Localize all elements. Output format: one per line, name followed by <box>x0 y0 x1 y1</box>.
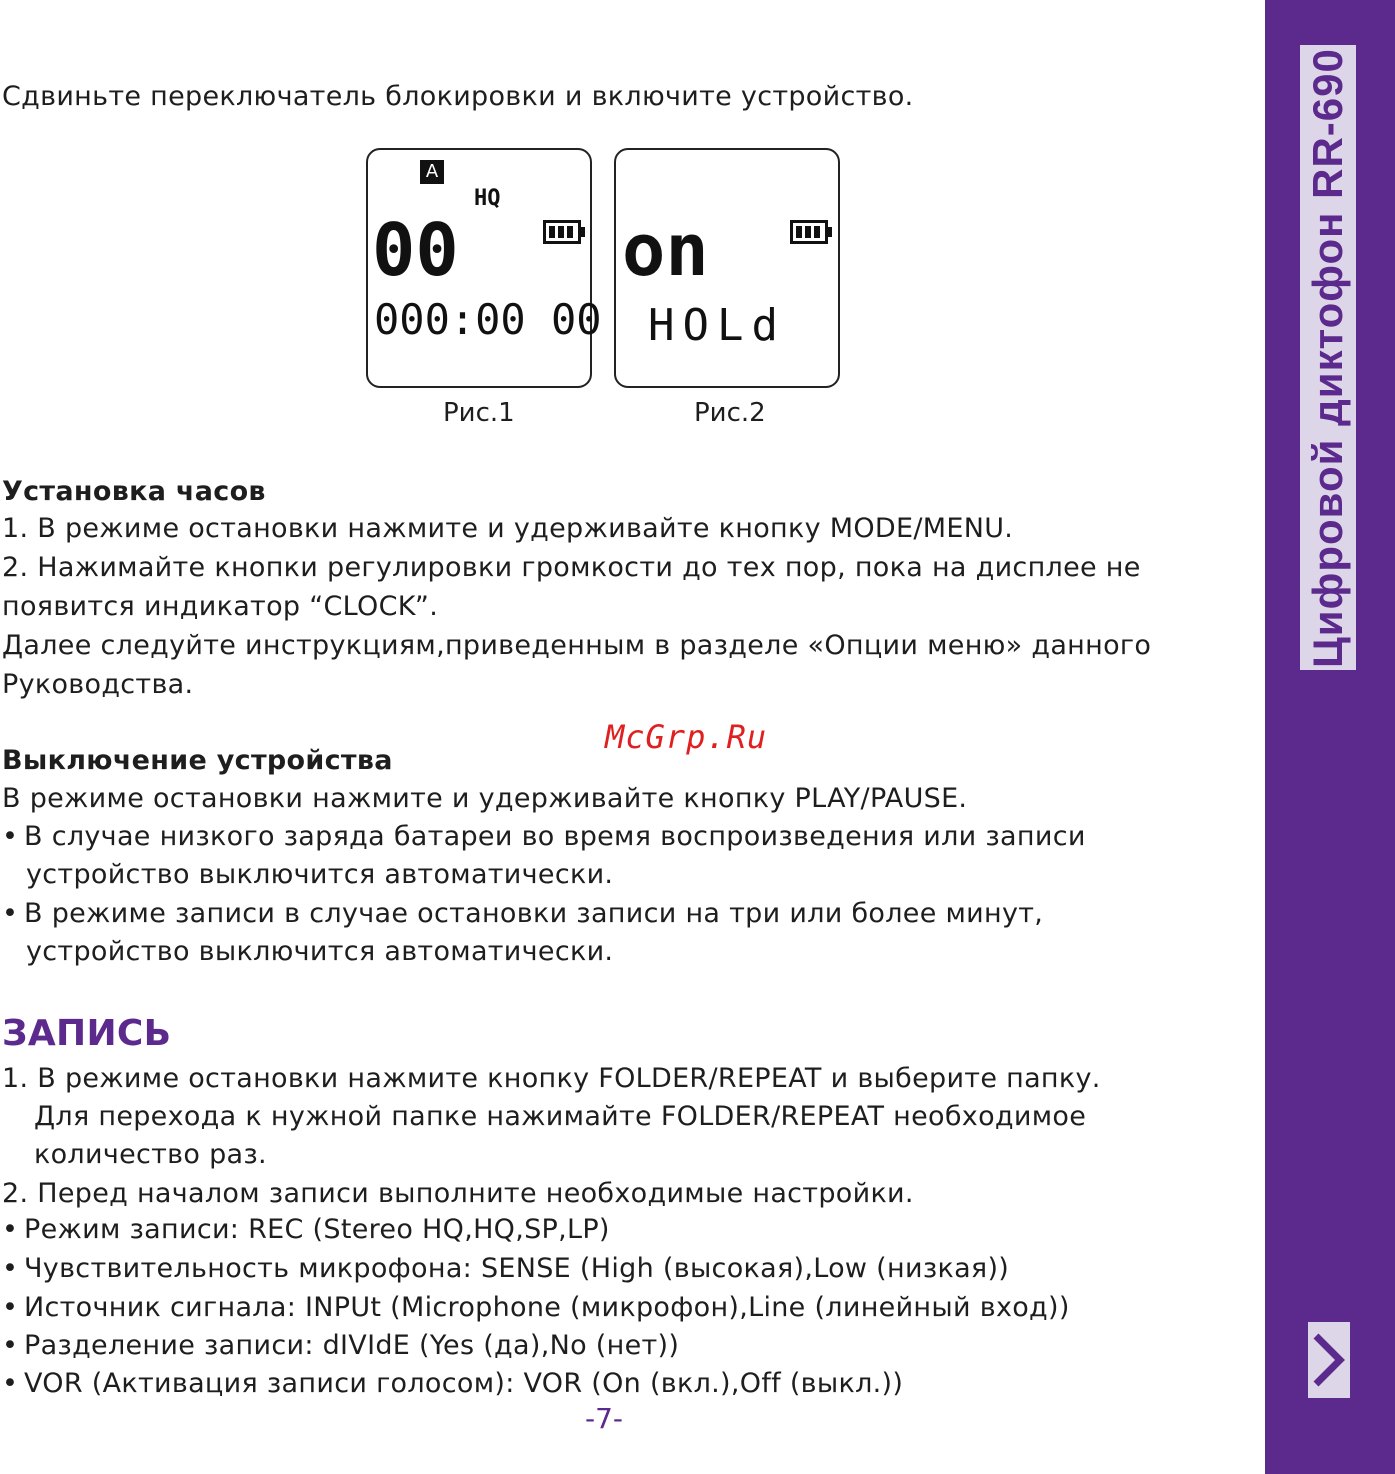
record-step-1-cont: Для перехода к нужной папке нажимайте FOLDER/REPEAT необходимое <box>34 1101 1087 1132</box>
figure-1-caption: Рис.1 <box>443 398 515 428</box>
record-option-divide: • Разделение записи: dIVIdE (Yes (да),No (нет)) <box>24 1329 679 1363</box>
clock-line-4: Далее следуйте инструкциям,приведенным в разделе «Опции меню» данного <box>2 630 1152 661</box>
clock-line-5: Руководства. <box>2 669 194 700</box>
next-page-button[interactable] <box>1308 1322 1350 1398</box>
clock-line-1: 1. В режиме остановки нажмите и удерживайте кнопку MODE/MENU. <box>2 513 1014 544</box>
record-option-vor: • VOR (Активация записи голосом): VOR (On (вкл.),Off (выкл.)) <box>24 1367 903 1401</box>
record-option-input: • Источник сигнала: INPUt (Microphone (микрофон),Line (линейный вход)) <box>24 1291 1070 1325</box>
poweroff-bullet-2: • В режиме записи в случае остановки записи на три или более минут, <box>24 897 1043 931</box>
poweroff-bullet-1-cont: устройство выключится автоматически. <box>26 859 614 890</box>
sidebar-title-text: Цифровой диктофон RR-690 <box>1304 48 1351 668</box>
record-option-sense: • Чувствительность микрофона: SENSE (High (высокая),Low (низкая)) <box>24 1252 1009 1286</box>
record-option-rec: • Режим записи: REC (Stereo HQ,HQ,SP,LP) <box>24 1213 610 1247</box>
chevron-right-icon <box>1308 1322 1350 1398</box>
poweroff-heading: Выключение устройства <box>2 745 393 776</box>
time-readout: 000:00 00 <box>374 295 602 344</box>
on-indicator: on <box>622 208 709 292</box>
clock-line-2: 2. Нажимайте кнопки регулировки громкости до тех пор, пока на дисплее не <box>2 552 1141 583</box>
poweroff-bullet-2-cont: устройство выключится автоматически. <box>26 936 614 967</box>
intro-text: Сдвиньте переключатель блокировки и включите устройство. <box>2 81 914 112</box>
watermark: McGrp.Ru <box>605 718 768 756</box>
battery-icon <box>790 220 828 244</box>
clock-line-3: появится индикатор “CLOCK”. <box>2 591 439 622</box>
folder-digits: 00 <box>372 208 459 292</box>
record-heading: ЗАПИСЬ <box>2 1013 172 1054</box>
mode-a-badge: A <box>420 160 444 184</box>
record-step-1-cont-2: количество раз. <box>34 1139 267 1170</box>
figure-2-caption: Рис.2 <box>694 398 766 428</box>
battery-icon <box>543 220 581 244</box>
poweroff-line: В режиме остановки нажмите и удерживайте кнопку PLAY/PAUSE. <box>2 783 968 814</box>
hq-indicator: HQ <box>474 186 501 211</box>
clock-heading: Установка часов <box>2 476 266 507</box>
record-step-2: 2. Перед началом записи выполните необходимые настройки. <box>2 1178 914 1209</box>
poweroff-bullet-1: • В случае низкого заряда батареи во время воспроизведения или записи <box>24 820 1086 854</box>
record-step-1: 1. В режиме остановки нажмите кнопку FOLDER/REPEAT и выберите папку. <box>2 1063 1101 1094</box>
hold-indicator: HOLd <box>648 300 786 351</box>
page-number: -7- <box>585 1402 624 1435</box>
